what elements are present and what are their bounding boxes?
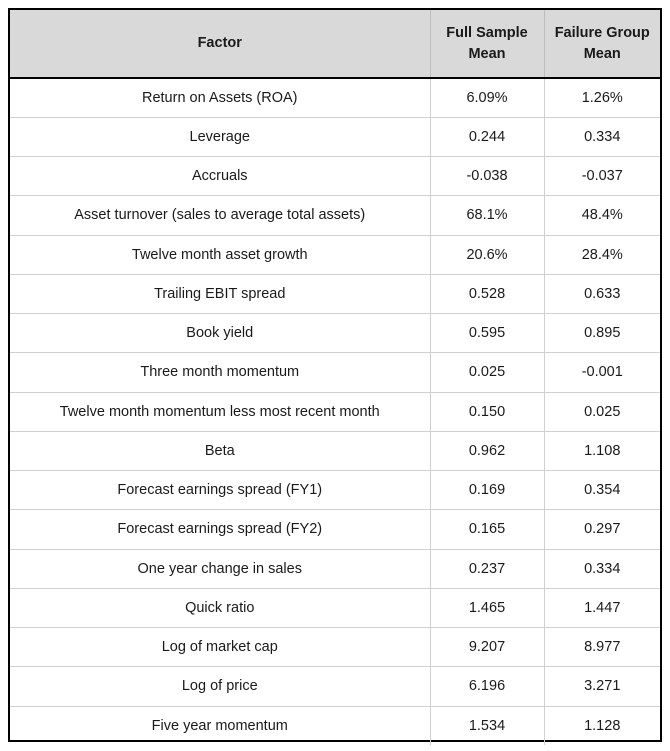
failure-group-mean-cell: 8.977 — [544, 628, 660, 667]
full-sample-mean-cell: 0.528 — [430, 274, 544, 313]
table-row — [10, 706, 660, 745]
failure-group-mean-cell: 1.108 — [544, 431, 660, 470]
table-row — [10, 549, 660, 588]
header-factor — [10, 10, 430, 78]
full-sample-mean-cell: 6.09% — [430, 78, 544, 117]
factor-cell: Trailing EBIT spread — [10, 274, 430, 313]
full-sample-mean-cell: 0.150 — [430, 392, 544, 431]
table-row — [10, 471, 660, 510]
factor-cell: Forecast earnings spread (FY1) — [10, 471, 430, 510]
factor-cell: Log of price — [10, 667, 430, 706]
table-row — [10, 117, 660, 156]
failure-group-mean-cell: 1.128 — [544, 706, 660, 745]
table-row — [10, 628, 660, 667]
full-sample-mean-cell: 0.165 — [430, 510, 544, 549]
table-row — [10, 588, 660, 627]
header-failure-group-line2: Mean — [583, 45, 621, 62]
full-sample-mean-cell: 0.595 — [430, 314, 544, 353]
full-sample-mean-cell: -0.038 — [430, 157, 544, 196]
failure-group-mean-cell: 0.895 — [544, 314, 660, 353]
failure-group-mean-cell: 1.26% — [581, 89, 623, 106]
factor-cell: Asset turnover (sales to average total assets) — [10, 196, 430, 235]
failure-group-mean-cell: 3.271 — [544, 667, 660, 706]
factor-cell: Leverage — [10, 117, 430, 156]
table-row — [10, 78, 660, 117]
table-row — [10, 353, 660, 392]
failure-group-mean-cell: 48.4% — [544, 196, 660, 235]
table-row — [10, 314, 660, 353]
factor-cell: Book yield — [10, 314, 430, 353]
failure-group-mean-cell: 0.297 — [544, 510, 660, 549]
table-row — [10, 274, 660, 313]
factor-cell: Accruals — [10, 157, 430, 196]
failure-group-mean-cell: 0.354 — [544, 471, 660, 510]
full-sample-mean-cell: 0.025 — [430, 353, 544, 392]
failure-group-mean-cell: -0.001 — [544, 353, 660, 392]
factor-cell: Three month momentum — [10, 353, 430, 392]
table-row — [10, 157, 660, 196]
failure-group-mean-cell: 0.025 — [544, 392, 660, 431]
factor-cell: Beta — [10, 431, 430, 470]
full-sample-mean-cell: 9.207 — [430, 628, 544, 667]
factor-cell: Twelve month momentum less most recent month — [10, 392, 430, 431]
full-sample-mean-cell: 20.6% — [430, 235, 544, 274]
factor-cell: Twelve month asset growth — [10, 235, 430, 274]
factor-cell: Quick ratio — [10, 588, 430, 627]
header-failure-group-line1: Failure Group — [554, 24, 650, 41]
factor-cell: Return on Assets (ROA) — [10, 78, 430, 117]
table-row — [10, 196, 660, 235]
full-sample-mean-cell: 0.962 — [430, 431, 544, 470]
header-factor-label: Factor — [197, 35, 242, 51]
table-header — [10, 10, 660, 78]
factor-means-table — [10, 10, 660, 745]
failure-group-mean-cell: 0.334 — [544, 549, 660, 588]
header-row — [10, 10, 660, 78]
full-sample-mean-cell: 0.237 — [430, 549, 544, 588]
full-sample-mean-cell: 6.196 — [430, 667, 544, 706]
table-row — [10, 667, 660, 706]
table-row — [10, 235, 660, 274]
failure-group-mean-cell: -0.037 — [544, 157, 660, 196]
table-row — [10, 392, 660, 431]
full-sample-mean-cell: 68.1% — [430, 196, 544, 235]
factor-table-container — [8, 8, 662, 742]
table-row — [10, 510, 660, 549]
factor-cell: Five year momentum — [10, 706, 430, 745]
full-sample-mean-cell: 0.244 — [430, 117, 544, 156]
factor-cell: Forecast earnings spread (FY2) — [10, 510, 430, 549]
header-full-sample-line2: Mean — [468, 45, 506, 62]
header-full-sample-mean — [430, 10, 544, 78]
table-row — [10, 431, 660, 470]
failure-group-mean-cell: 1.447 — [544, 588, 660, 627]
full-sample-mean-cell: 0.169 — [430, 471, 544, 510]
header-full-sample-line1: Full Sample — [446, 24, 528, 41]
full-sample-mean-cell: 1.534 — [430, 706, 544, 745]
full-sample-mean-cell: 1.465 — [430, 588, 544, 627]
failure-group-mean-cell: 0.633 — [544, 274, 660, 313]
table-body — [10, 78, 660, 745]
factor-cell: One year change in sales — [10, 549, 430, 588]
failure-group-mean-cell: 0.334 — [544, 117, 660, 156]
failure-group-mean-cell: 28.4% — [544, 235, 660, 274]
factor-cell: Log of market cap — [10, 628, 430, 667]
header-failure-group-mean — [544, 10, 660, 78]
